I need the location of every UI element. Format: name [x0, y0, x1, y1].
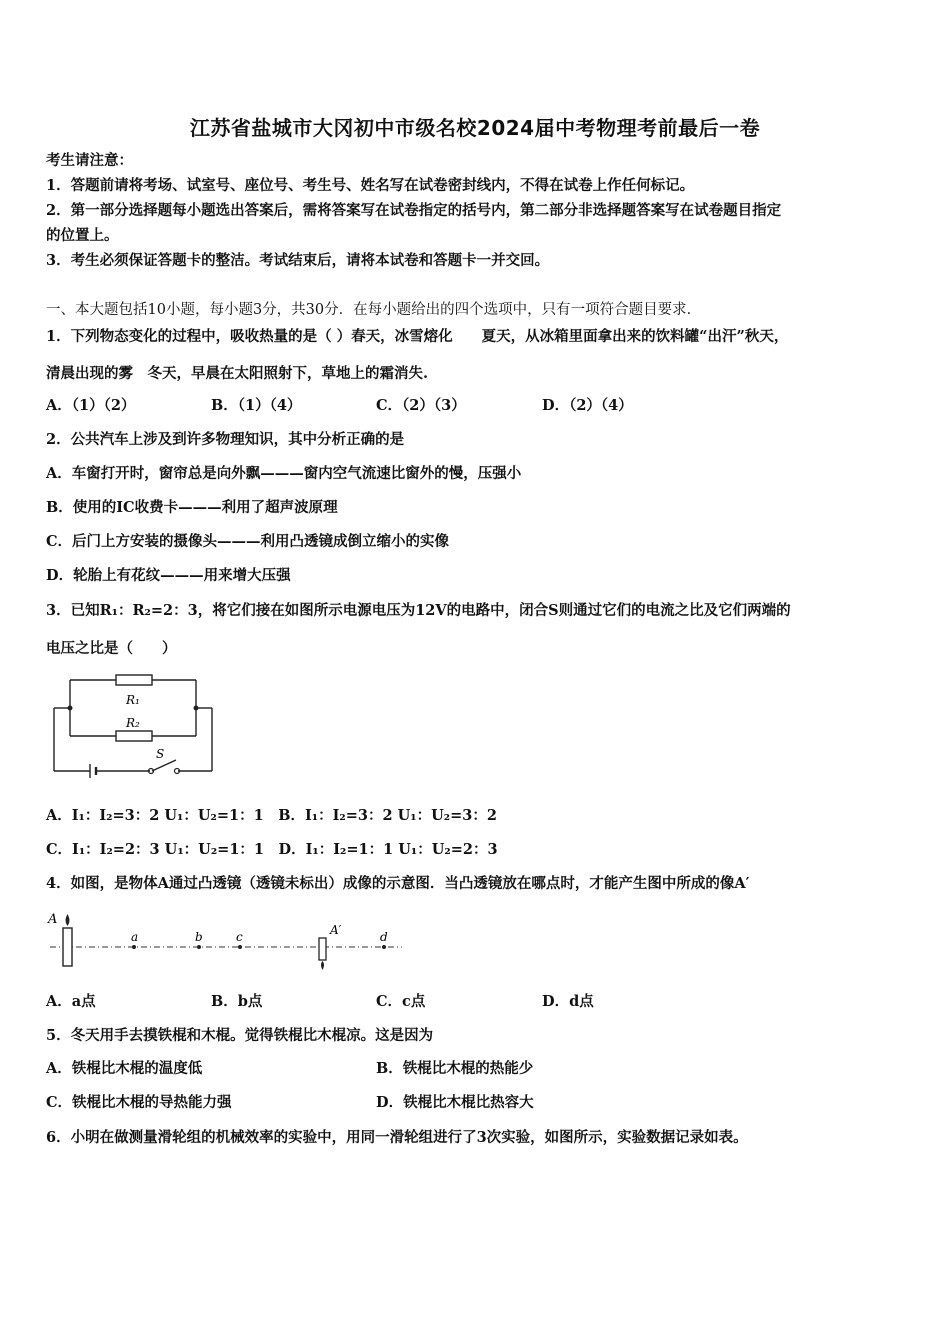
q3-stem: 3．已知R₁：R₂=2：3，将它们接在如图所示电源电压为12V的电路中，闭合S则通过它们的电流之比及它们两端的 — [46, 602, 791, 619]
q5-option-b: B．铁棍比木棍的热能少 — [376, 1060, 534, 1077]
r1-label: R₁ — [126, 693, 140, 707]
q6-stem: 6．小明在做测量滑轮组的机械效率的实验中，用同一滑轮组进行了3次实验，如图所示，实验数据记录如表。 — [46, 1129, 748, 1146]
q2-option-a: A．车窗打开时，窗帘总是向外飘———窗内空气流速比窗外的慢，压强小 — [46, 465, 522, 482]
q5-option-c: C．铁棍比木棍的导热能力强 — [46, 1094, 232, 1111]
resistor-r2-symbol — [116, 731, 152, 741]
point-a-label: a — [131, 930, 139, 944]
q4-stem: 4．如图，是物体A通过凸透镜（透镜未标出）成像的示意图．当凸透镜放在哪点时，才能产生图中所成的像A′ — [46, 875, 750, 892]
lens-diagram — [46, 906, 406, 972]
candle-flame-icon — [66, 914, 70, 926]
q3-options-ab: A．I₁：I₂=3：2 U₁：U₂=1：1 B．I₁：I₂=3：2 U₁：U₂=3：2 — [46, 807, 497, 824]
notice-item-1: 1．答题前请将考场、试室号、座位号、考生号、姓名写在试卷密封线内，不得在试卷上作任何标记。 — [46, 177, 695, 194]
q5-option-a: A．铁棍比木棍的温度低 — [46, 1060, 203, 1077]
q2-option-c: C．后门上方安装的摄像头———利用凸透镜成倒立缩小的实像 — [46, 533, 450, 550]
point-d-label: d — [380, 930, 388, 944]
image-candle — [319, 938, 326, 960]
image-flame-icon — [321, 961, 324, 970]
r2-label: R₂ — [126, 716, 140, 730]
switch-blade — [152, 760, 176, 771]
switch-label: S — [156, 747, 165, 761]
q1-option-d: D．（2）（4） — [542, 397, 633, 414]
q5-stem: 5．冬天用手去摸铁棍和木棍。觉得铁棍比木棍凉。这是因为 — [46, 1027, 434, 1044]
q1-option-b: B．（1）（4） — [211, 397, 302, 414]
object-candle — [63, 928, 72, 966]
notice-item-2-cont: 的位置上。 — [46, 227, 119, 244]
q1-option-a: A．（1）（2） — [46, 397, 136, 414]
notice-item-3: 3．考生必须保证答题卡的整洁。考试结束后，请将本试卷和答题卡一并交回。 — [46, 252, 550, 269]
q4-option-a: A．a点 — [46, 993, 96, 1010]
section-heading: 一、本大题包括10小题，每小题3分，共30分．在每小题给出的四个选项中，只有一项符合题目要求． — [46, 302, 702, 318]
point-c-label: c — [236, 930, 243, 944]
q2-option-b: B．使用的IC收费卡———利用了超声波原理 — [46, 499, 338, 516]
q5-option-d: D．铁棍比木棍比热容大 — [376, 1094, 534, 1111]
resistor-r1-symbol — [116, 675, 152, 685]
q1-option-c: C．（2）（3） — [376, 397, 466, 414]
notice-heading: 考生请注意： — [46, 152, 133, 169]
notice-item-2: 2．第一部分选择题每小题选出答案后，需将答案写在试卷指定的括号内，第二部分非选择题答案写在试卷题目指定 — [46, 202, 782, 219]
circuit-diagram — [46, 668, 222, 780]
q1-stem: 1．下列物态变化的过程中，吸收热量的是（ ）春天，冰雪熔化 夏天，从冰箱里面拿出来的饮料罐“出汗”秋天， — [46, 328, 789, 345]
object-label: A — [48, 912, 58, 927]
page-title: 江苏省盐城市大冈初中市级名校2024届中考物理考前最后一卷 — [189, 116, 761, 140]
q4-option-b: B．b点 — [211, 993, 263, 1010]
q2-option-d: D．轮胎上有花纹———用来增大压强 — [46, 567, 291, 584]
q4-option-d: D．d点 — [542, 993, 594, 1010]
q4-option-c: C．c点 — [376, 993, 426, 1010]
q3-options-cd: C．I₁：I₂=2：3 U₁：U₂=1：1 D．I₁：I₂=1：1 U₁：U₂=2：3 — [46, 841, 498, 858]
q2-stem: 2．公共汽车上涉及到许多物理知识，其中分析正确的是 — [46, 431, 405, 448]
image-label: A′ — [330, 923, 342, 937]
point-b-label: b — [195, 930, 203, 944]
q1-stem-cont: 清晨出现的雾 冬天，早晨在太阳照射下，草地上的霜消失. — [46, 365, 429, 382]
q3-stem-cont: 电压之比是（ ） — [46, 640, 177, 657]
